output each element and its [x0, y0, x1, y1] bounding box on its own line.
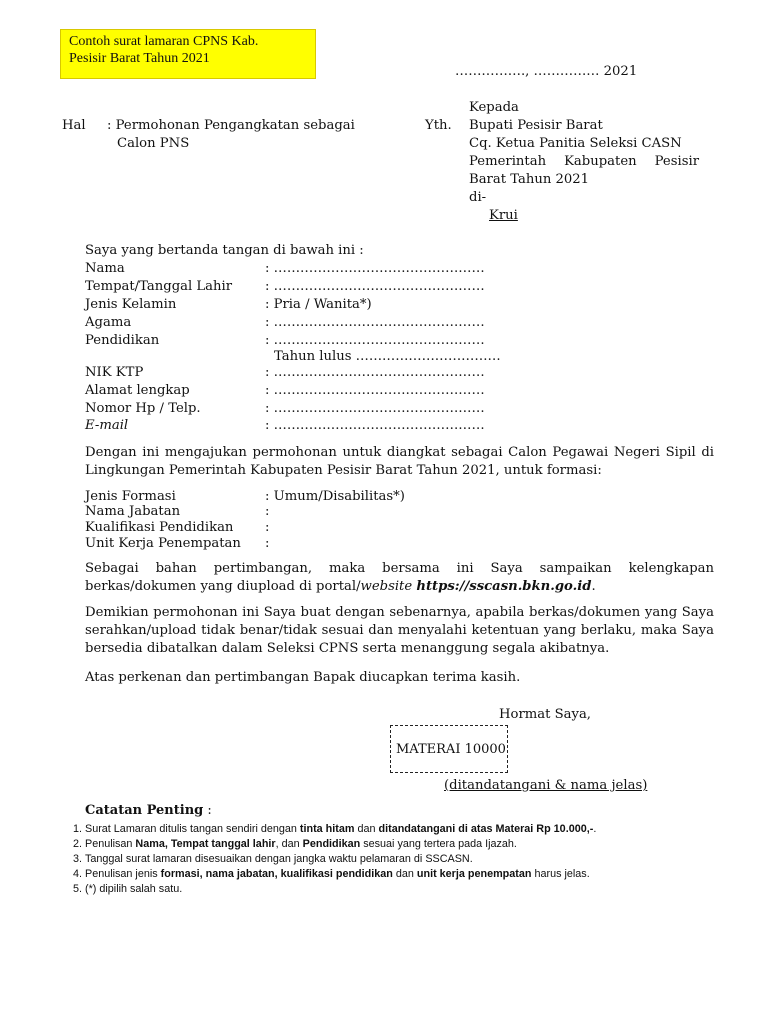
- formasi-label: Unit Kerja Penempatan: [85, 536, 241, 551]
- formasi-label: Kualifikasi Pendidikan: [85, 520, 234, 535]
- note-text: (*) dipilih salah satu.: [85, 883, 183, 895]
- paragraph-thanks: Atas perkenan dan pertimbangan Bapak diucapkan terima kasih.: [85, 670, 521, 685]
- field-label: Nama: [85, 261, 125, 276]
- note-item: [85, 882, 596, 897]
- para2-end: .: [591, 579, 596, 594]
- example-banner: [60, 29, 316, 79]
- paragraph-request: Dengan ini mengajukan permohonan untuk diangkat sebagai Calon Pegawai Negeri Sipil di Lingkungan Pemerintah Kabupaten Pesisir Barat Tahun 2021, untuk formasi:: [85, 445, 714, 478]
- formasi-value: :: [265, 536, 270, 551]
- field-label: Agama: [85, 315, 132, 330]
- intro-text: Saya yang bertanda tangan di bawah ini :: [85, 243, 364, 258]
- note-bold: ditandatangani di atas Materai Rp 10.000,-: [378, 823, 594, 835]
- note-text: .: [593, 823, 597, 835]
- note-bold: tinta hitam: [299, 823, 355, 835]
- notes-title-colon: :: [203, 803, 212, 818]
- note-bold: unit kerja penempatan: [416, 868, 532, 880]
- notes-list: [71, 822, 596, 897]
- field-value: : …………………………………………: [265, 365, 485, 380]
- paragraph-declaration: Demikian permohonan ini Saya buat dengan sebenarnya, apabila berkas/dokumen yang Saya serahkan/upload tidak benar/tidak sesuai dan menyalahi ketentuan yang berlaku, maka Saya bersedia dibatalkan dalam Seleksi CPNS serta menanggung segala akibatnya.: [85, 605, 714, 656]
- paragraph-attachments: [85, 560, 714, 596]
- formasi-label: Jenis Formasi: [85, 489, 176, 504]
- closing-text: Hormat Saya,: [499, 707, 592, 722]
- recipient-yth: Yth.: [425, 118, 452, 133]
- formasi-value: :: [265, 504, 270, 519]
- note-text: Surat Lamaran ditulis tangan sendiri dengan: [85, 823, 300, 835]
- field-value: : …………………………………………: [265, 315, 485, 330]
- formasi-label: Nama Jabatan: [85, 504, 181, 519]
- field-value: Tahun lulus ……………………………: [274, 349, 501, 364]
- note-bold: Pendidikan: [302, 838, 361, 850]
- recipient-line: Cq. Ketua Panitia Seleksi CASN: [469, 136, 682, 151]
- field-value: : …………………………………………: [265, 383, 485, 398]
- note-text: harus jelas.: [531, 868, 590, 880]
- note-item: [85, 822, 596, 837]
- note-text: Penulisan: [85, 838, 136, 850]
- field-value: : …………………………………………: [265, 333, 485, 348]
- website-word: website: [360, 579, 413, 594]
- recipient-kepada: Kepada: [469, 100, 519, 115]
- materai-stamp-box: [390, 725, 508, 773]
- banner-line-1: Contoh surat lamaran CPNS Kab.: [69, 34, 259, 49]
- field-value: : Pria / Wanita*): [265, 297, 372, 312]
- note-item: [85, 852, 596, 867]
- notes-title-text: Catatan Penting: [85, 803, 204, 818]
- note-item: [85, 867, 596, 882]
- field-label: Pendidikan: [85, 333, 160, 348]
- banner-line-2: Pesisir Barat Tahun 2021: [69, 51, 210, 66]
- field-label: Jenis Kelamin: [85, 297, 177, 312]
- field-value: : …………………………………………: [265, 261, 485, 276]
- field-label: NIK KTP: [85, 365, 144, 380]
- subject-text: : Permohonan Pengangkatan sebagai: [107, 118, 355, 133]
- field-label: E-mail: [85, 418, 129, 433]
- formasi-value: :: [265, 520, 270, 535]
- note-item: [85, 837, 596, 852]
- recipient-line: di-: [469, 190, 487, 205]
- formasi-value: : Umum/Disabilitas*): [265, 489, 405, 504]
- note-bold: formasi, nama jabatan, kualifikasi pendidikan: [160, 868, 393, 880]
- field-label: Alamat lengkap: [85, 383, 190, 398]
- field-value: : …………………………………………: [265, 279, 485, 294]
- recipient-line: Bupati Pesisir Barat: [469, 118, 603, 133]
- note-bold: Nama, Tempat tanggal lahir: [135, 838, 276, 850]
- recipient-line: Pemerintah Kabupaten Pesisir: [469, 154, 699, 169]
- portal-url[interactable]: https://sscasn.bkn.go.id: [416, 579, 592, 594]
- note-text: sesuai yang tertera pada Ijazah.: [360, 838, 517, 850]
- note-text: dan: [354, 823, 379, 835]
- materai-label: MATERAI 10000: [396, 742, 506, 757]
- subject-label: Hal: [62, 118, 86, 133]
- notes-title: [85, 802, 212, 819]
- note-text: dan: [392, 868, 417, 880]
- field-label: Tempat/Tanggal Lahir: [85, 279, 233, 294]
- signature-caption: (ditandatangani & nama jelas): [444, 778, 648, 793]
- recipient-city: Krui: [489, 208, 518, 223]
- field-value: : …………………………………………: [265, 401, 485, 416]
- subject-continuation: Calon PNS: [117, 136, 190, 151]
- field-value: : …………………………………………: [265, 418, 485, 433]
- note-text: Tanggal surat lamaran disesuaikan dengan jangka waktu pelamaran di SSCASN.: [85, 853, 473, 865]
- recipient-line: Barat Tahun 2021: [469, 172, 590, 187]
- date-line: ……………., …………… 2021: [455, 64, 638, 79]
- note-text: Penulisan jenis: [85, 868, 161, 880]
- field-label: Nomor Hp / Telp.: [85, 401, 201, 416]
- note-text: , dan: [275, 838, 303, 850]
- para2-text: Sebagai bahan pertimbangan, maka bersama ini Saya sampaikan kelengkapan berkas/dokumen yang diupload di portal/: [85, 561, 714, 594]
